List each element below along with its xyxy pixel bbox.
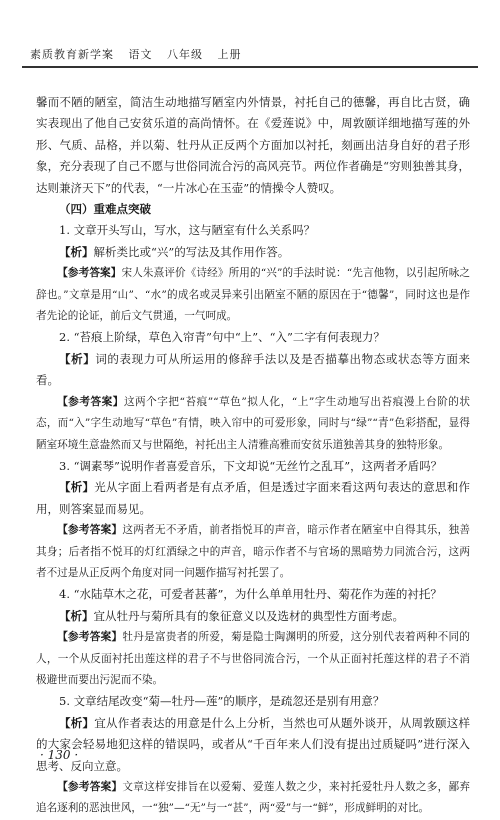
analysis-tag: 【析】 — [59, 608, 94, 623]
question-4: 4. “水陆草木之花，可爱者甚蕃”，为什么单单用牡丹、菊花作为莲的衬托？ — [59, 587, 442, 602]
intro-paragraph: 馨而不陋的陋室，简洁生动地描写陋室内外情景，衬托自己的德馨，再自比古贤，确实表现出了他自己安贫乐道的高尚情怀。在《爱莲说》中，周敦颐详细地描写莲的外形、气质、品格，并以菊、牡丹从正反两个方面加以衬托，刻画出洁身自好的君子形象，充分表现了自己不愿与世俗同流合污的高风亮节。两位作者确是“穷则独善其身，达则兼济天下”的代表，“一片冰心在玉壶”的情操令人赞叹。 — [36, 95, 470, 195]
analysis-text: 光从字面上看两者是有点矛盾，但是透过字面来看这两句表达的意思和作用，则答案显而易见。 — [36, 480, 470, 516]
header-grade: 八年级 — [167, 48, 203, 61]
analysis-text: 宜从牡丹与菊所具有的象征意义以及选材的典型性方面考虑。 — [93, 608, 404, 623]
analysis-5 — [36, 713, 470, 777]
analysis-tag: 【析】 — [59, 715, 95, 730]
analysis-4 — [36, 606, 470, 627]
page-header — [0, 38, 500, 68]
page-body — [36, 92, 470, 820]
answer-text: 这两个字把“苔痕”“草色”拟人化，“上”字生动地写出苔痕漫上台阶的状态，而“入”字生动地写“草色”有情，映入帘中的可爱形象，同时与“绿”“青”色彩搭配，显得陋室环境生意盎然而又与世隔绝，衬托出主人清雅高雅而安贫乐道独善其身的独特形象。 — [36, 395, 471, 451]
answer-2 — [36, 392, 470, 456]
header-rule — [22, 66, 478, 68]
question-5: 5. 文章结尾改变“菊—牡丹—莲”的顺序，是疏忽还是别有用意？ — [59, 694, 385, 709]
header-series: 素质教育新学案 — [30, 48, 114, 61]
answer-text: 这两者无不矛盾，前者指悦耳的声音，暗示作者在陋室中自得其乐，独善其身；后者指不悦耳的灯红酒绿之中的声音，暗示作者不与官场的黑暗势力同流合污，这两者不过是从正反两个角度对同一问题作描写衬托罢了。 — [36, 524, 471, 579]
header-subject: 语文 — [128, 48, 153, 61]
analysis-tag: 【析】 — [59, 351, 96, 366]
analysis-3 — [36, 477, 470, 520]
analysis-text: 宜从作者表达的用意是什么上分析，当然也可从题外谈开，从周敦颐这样的大家会轻易地犯这样的错误吗，或者从“千百年来人们没有提出过质疑吗”进行深入思考、反向立意。 — [36, 715, 470, 773]
answer-5 — [36, 777, 470, 820]
question-1: 1. 文章开头写山，写水，这与陋室有什么关系吗？ — [59, 223, 316, 238]
answer-tag: 【参考答案】 — [57, 524, 123, 537]
analysis-2 — [36, 349, 470, 392]
header-title — [30, 46, 252, 62]
answer-3 — [36, 520, 470, 584]
analysis-text: 解析类比或“兴”的写法及其作用作答。 — [93, 244, 290, 259]
question-3: 3. “调素琴”说明作者喜爱音乐，下文却说“无丝竹之乱耳”，这两者矛盾吗？ — [59, 458, 443, 473]
answer-tag: 【参考答案】 — [57, 631, 123, 644]
header-volume: 上册 — [217, 48, 242, 61]
answer-text: 宋人朱熹评价《诗经》所用的“兴”的手法时说：“先言他物，以引起所咏之辞也。”文章是用“山”、“水”的成名或灵异来引出陋室不陋的原因在于“德馨”，同时这也是作者先论的论证，前后文气贯通，一气呵成。 — [36, 267, 471, 323]
answer-1 — [36, 263, 470, 327]
page-number: · 130 · — [40, 748, 79, 762]
answer-text: 文章这样安排旨在以爱菊、爱莲人数之少，来衬托爱牡丹人数之多，鄙弃追名逐利的恶浊世风，一“独”—“无”与一“甚”，两“爱”与一“鲜”，形成鲜明的对比。 — [36, 781, 471, 815]
analysis-text: 词的表现力可从所运用的修辞手法以及是否描摹出物态或状态等方面来看。 — [36, 351, 471, 388]
section-heading: （四）重难点突破 — [59, 202, 151, 217]
answer-tag: 【参考答案】 — [57, 781, 123, 793]
answer-tag: 【参考答案】 — [57, 395, 124, 408]
answer-text: 牡丹是富贵者的所爱，菊是隐士陶渊明的所爱，这分别代表着两种不同的人，一个从反面衬托出莲这样的君子不与世俗同流合污，一个从正面衬托莲这样的君子不消极避世而要出污泥而不染。 — [36, 631, 471, 686]
analysis-tag: 【析】 — [59, 244, 94, 259]
analysis-1 — [36, 242, 470, 263]
question-2: 2. “苔痕上阶绿，草色入帘青”句中“上”、“入”二字有何表现力？ — [59, 330, 385, 345]
answer-tag: 【参考答案】 — [57, 267, 122, 280]
answer-4 — [36, 627, 470, 691]
analysis-tag: 【析】 — [59, 480, 95, 495]
